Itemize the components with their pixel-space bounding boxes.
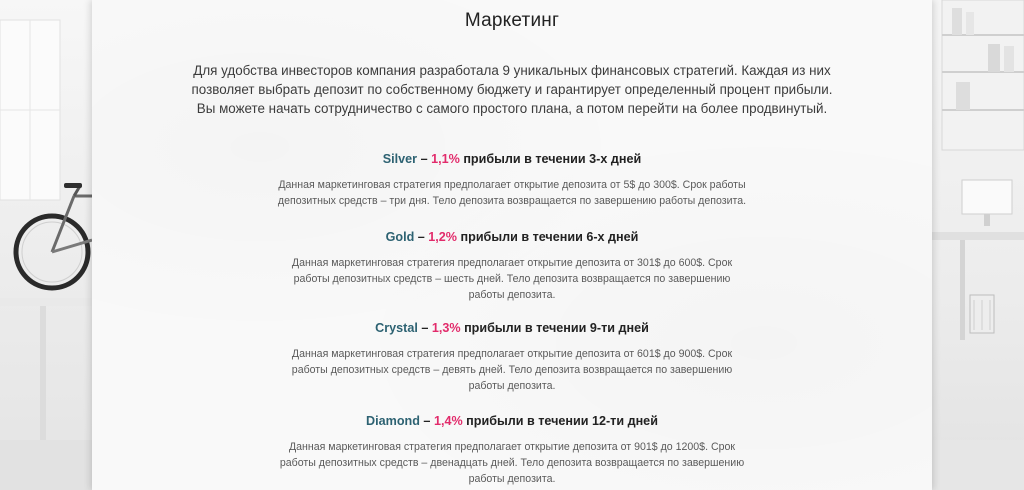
plan-heading xyxy=(92,229,932,245)
plan-period: прибыли в течении 6-х дней xyxy=(457,230,639,244)
plan-rate: 1,1% xyxy=(431,152,460,166)
plan-gold xyxy=(92,229,932,303)
plan-period: прибыли в течении 9-ти дней xyxy=(460,321,649,335)
left-background-photo xyxy=(0,0,92,490)
bicycle-icon xyxy=(0,0,92,490)
plan-heading xyxy=(92,413,932,429)
plan-separator: – xyxy=(414,230,429,244)
plan-name: Silver xyxy=(382,152,418,166)
plan-rate: 1,2% xyxy=(428,230,458,244)
plan-description: Данная маркетинговая стратегия предполагает открытие депозита от 5$ до 300$. Срок работы депозитных средств – три дня. Тело депозита возвращается по завершению работы депозита. xyxy=(277,179,747,207)
plan-name: Gold xyxy=(385,230,415,244)
right-background-photo xyxy=(932,0,1024,490)
plan-description: Данная маркетинговая стратегия предполагает открытие депозита от 601$ до 900$. Срок работы депозитных средств – девять дней. Тело депозита возвращается по завершению работы депозита. xyxy=(291,348,733,392)
plan-description: Данная маркетинговая стратегия предполагает открытие депозита от 301$ до 600$. Срок работы депозитных средств – шесть дней. Тело депозита возвращается по завершению работы депозита. xyxy=(291,257,733,301)
marketing-section xyxy=(92,0,932,490)
plan-crystal xyxy=(92,320,932,394)
plan-heading xyxy=(92,151,932,167)
plan-separator: – xyxy=(419,414,434,428)
plan-separator: – xyxy=(417,321,432,335)
plan-diamond xyxy=(92,413,932,487)
plan-separator: – xyxy=(417,152,432,166)
plan-rate: 1,3% xyxy=(431,321,461,335)
plan-heading xyxy=(92,320,932,336)
plan-rate: 1,4% xyxy=(433,414,463,428)
section-title: Маркетинг xyxy=(464,10,560,31)
plan-silver xyxy=(92,151,932,209)
plan-name: Crystal xyxy=(375,321,418,335)
section-intro: Для удобства инвесторов компания разработала 9 уникальных финансовых стратегий. Каждая из них позволяет выбрать депозит по собственному бюджету и гарантирует определенный процент прибыли. Вы можете начать сотрудничество с самого простого плана, а потом перейти на более продвинутый. xyxy=(191,63,833,116)
plan-period: прибыли в течении 12-ти дней xyxy=(462,414,658,428)
shelf-icon xyxy=(932,0,1024,490)
plan-period: прибыли в течении 3-х дней xyxy=(459,152,642,166)
plan-name: Diamond xyxy=(366,414,420,428)
plan-description: Данная маркетинговая стратегия предполагает открытие депозита от 901$ до 1200$. Срок работы депозитных средств – двенадцать дней. Тело депозита возвращается по завершению работы депозита. xyxy=(279,441,745,485)
